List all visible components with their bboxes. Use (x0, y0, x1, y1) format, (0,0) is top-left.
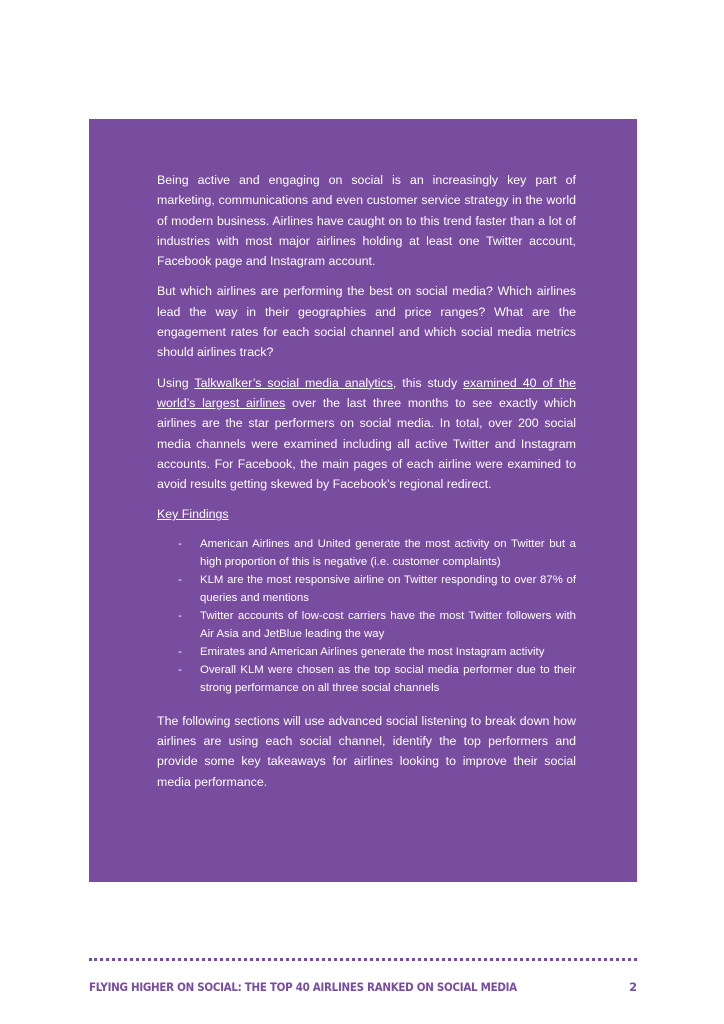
list-item (178, 607, 576, 643)
finding-text: Twitter accounts of low-cost carriers have the most Twitter followers with Air Asia and JetBlue leading the way (200, 609, 576, 640)
closing-paragraph: The following sections will use advanced social listening to break down how airlines are using each social channel, identify the top performers and provide some key takeaways for airlines looking to improve their social media performance. (157, 713, 576, 789)
examined-airlines-link[interactable]: examined 40 of the world’s largest airlines (157, 375, 576, 410)
dash-bullet: - (178, 645, 182, 658)
list-item (178, 661, 576, 697)
list-item (178, 643, 576, 661)
finding-text: Emirates and American Airlines generate the most Instagram activity (200, 645, 545, 658)
intro-paragraph-1: Being active and engaging on social is an increasingly key part of marketing, communications and even customer service strategy in the world of modern business. Airlines have caught on to this trend faster than a lot of industries with most major airlines holding at least one Twitter account, Facebook page and Instagram account. (157, 173, 576, 269)
list-item (178, 535, 576, 571)
talkwalker-analytics-link[interactable]: Talkwalker’s social media analytics (194, 375, 393, 390)
p3-text-after: over the last three months to see exactly which airlines are the star performers on social media. In total, over 200 social media channels were examined including all active Twitter and Instagram accounts. For Facebook, the main pages of each airline were examined to avoid results getting skewed by Facebook’s regional redirect. (157, 395, 576, 492)
p3-text-before: Using (157, 375, 195, 390)
key-findings-list (157, 535, 576, 697)
dash-bullet: - (178, 537, 182, 550)
finding-text: KLM are the most responsive airline on Twitter responding to over 87% of queries and mentions (200, 573, 576, 604)
finding-text: American Airlines and United generate the most activity on Twitter but a high proportion of this is negative (i.e. customer complaints) (200, 537, 576, 568)
list-item (178, 571, 576, 607)
footer-document-title: FLYING HIGHER ON SOCIAL: THE TOP 40 AIRLINES RANKED ON SOCIAL MEDIA (89, 981, 517, 994)
dash-bullet: - (178, 663, 182, 676)
dash-bullet: - (178, 573, 182, 586)
intro-paragraph-2: But which airlines are performing the best on social media? Which airlines lead the way in their geographies and price ranges? What are the engagement rates for each social channel and which social media metrics should airlines track? (157, 284, 576, 360)
finding-text: Overall KLM were chosen as the top social media performer due to their strong performance on all three social channels (200, 663, 576, 694)
footer-dotted-divider (89, 958, 637, 961)
intro-content (157, 170, 576, 802)
key-findings-heading: Key Findings (157, 507, 229, 522)
page-number: 2 (629, 981, 637, 994)
p3-text-mid: , this study (392, 375, 464, 390)
dash-bullet: - (178, 609, 182, 622)
intro-paragraph-3 (157, 373, 576, 495)
